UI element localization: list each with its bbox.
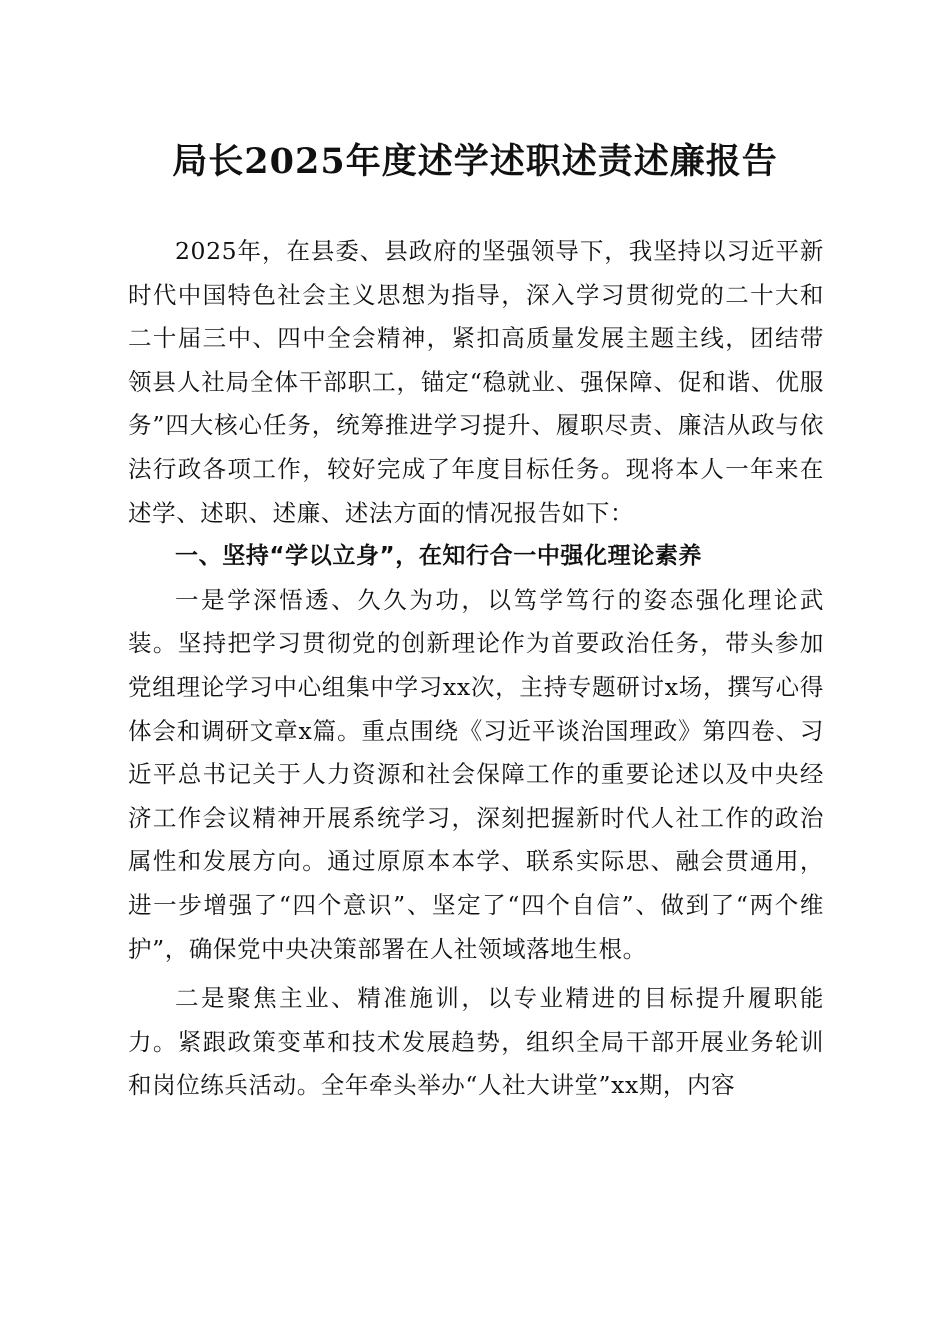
- document-title: 局长2025年度述学述职述责述廉报告: [172, 141, 778, 182]
- paragraph-1: 一是学深悟透、久久为功，以笃学笃行的姿态强化理论武装。坚持把学习贯彻党的创新理论作为首要政治任务，带头参加党组理论学习中心组集中学习xx次，主持专题研讨x场，撰写心得体会和调研文章x篇。重点围绕《习近平谈治国理政》第四卷、习近平总书记关于人力资源和社会保障工作的重要论述以及中央经济工作会议精神开展系统学习，深刻把握新时代人社工作的政治属性和发展方向。通过原原本本学、联系实际思、融会贯通用，进一步增强了“四个意识”、坚定了“四个自信”、做到了“两个维护”，确保党中央决策部署在人社领域落地生根。: [128, 585, 824, 963]
- section-1-heading: 一、坚持“学以立身”，在知行合一中强化理论素养: [175, 543, 703, 570]
- document-body: [128, 230, 824, 1108]
- intro-paragraph: 2025年，在县委、县政府的坚强领导下，我坚持以习近平新时代中国特色社会主义思想为指导，深入学习贯彻党的二十大和二十届三中、四中全会精神，紧扣高质量发展主题主线，团结带领县人社局全体干部职工，锚定“稳就业、强保障、促和谐、优服务”四大核心任务，统筹推进学习提升、履职尽责、廉洁从政与依法行政各项工作，较好完成了年度目标任务。现将本人一年来在述学、述职、述廉、述法方面的情况报告如下：: [128, 237, 824, 527]
- paragraph-2: 二是聚焦主业、精准施训，以专业精进的目标提升履职能力。紧跟政策变革和技术发展趋势，组织全局干部开展业务轮训和岗位练兵活动。全年牵头举办“人社大讲堂”xx期，内容: [128, 984, 824, 1100]
